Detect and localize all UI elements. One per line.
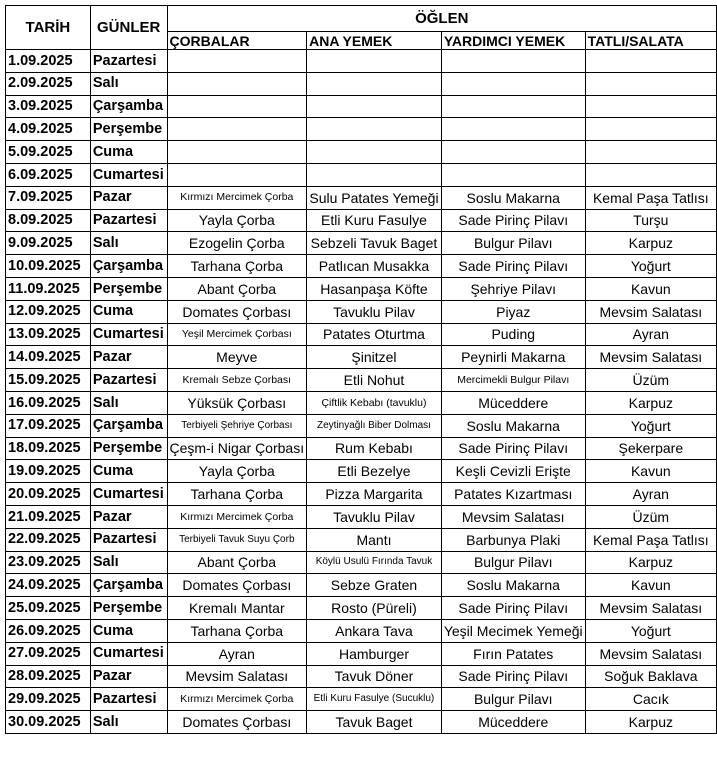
day-cell: Çarşamba: [90, 414, 167, 437]
side-dish-cell: Yeşil Mecimek Yemeği: [441, 619, 585, 642]
dessert-cell: Cacık: [585, 688, 716, 711]
date-cell: 18.09.2025: [6, 437, 91, 460]
soup-cell: Kırmızı Mercimek Çorba: [167, 688, 307, 711]
date-cell: 17.09.2025: [6, 414, 91, 437]
main-dish-cell: Çiftlik Kebabı (tavuklu): [307, 391, 442, 414]
soup-cell: [167, 50, 307, 73]
date-cell: 22.09.2025: [6, 528, 91, 551]
side-dish-cell: Fırın Patates: [441, 642, 585, 665]
side-dish-cell: Peynirli Makarna: [441, 346, 585, 369]
date-cell: 1.09.2025: [6, 50, 91, 73]
table-row: [6, 711, 717, 734]
soup-cell: Terbiyeli Şehriye Çorbası: [167, 414, 307, 437]
dessert-cell: Mevsim Salatası: [585, 300, 716, 323]
table-row: [6, 232, 717, 255]
soup-cell: Terbiyeli Tavuk Suyu Çorb: [167, 528, 307, 551]
header-lunch: ÖĞLEN: [167, 6, 717, 32]
dessert-cell: Yoğurt: [585, 255, 716, 278]
side-dish-cell: Sade Pirinç Pilavı: [441, 255, 585, 278]
table-row: [6, 483, 717, 506]
dessert-cell: [585, 50, 716, 73]
date-cell: 5.09.2025: [6, 141, 91, 164]
date-cell: 23.09.2025: [6, 551, 91, 574]
day-cell: Cuma: [90, 619, 167, 642]
main-dish-cell: Şinitzel: [307, 346, 442, 369]
main-dish-cell: Köylü Usulü Fırında Tavuk: [307, 551, 442, 574]
table-row: [6, 551, 717, 574]
side-dish-cell: Sade Pirinç Pilavı: [441, 597, 585, 620]
side-dish-cell: Barbunya Plaki: [441, 528, 585, 551]
table-row: [6, 391, 717, 414]
dessert-cell: Şekerpare: [585, 437, 716, 460]
main-dish-cell: Etli Nohut: [307, 369, 442, 392]
day-cell: Çarşamba: [90, 574, 167, 597]
table-row: [6, 209, 717, 232]
dessert-cell: Mevsim Salatası: [585, 597, 716, 620]
soup-cell: Yayla Çorba: [167, 460, 307, 483]
soup-cell: Yayla Çorba: [167, 209, 307, 232]
date-cell: 24.09.2025: [6, 574, 91, 597]
dessert-cell: Kemal Paşa Tatlısı: [585, 186, 716, 209]
dessert-cell: Yoğurt: [585, 414, 716, 437]
soup-cell: Domates Çorbası: [167, 574, 307, 597]
side-dish-cell: Sade Pirinç Pilavı: [441, 665, 585, 688]
dessert-cell: Üzüm: [585, 505, 716, 528]
dessert-cell: Karpuz: [585, 391, 716, 414]
soup-cell: [167, 118, 307, 141]
date-cell: 15.09.2025: [6, 369, 91, 392]
dessert-cell: Turşu: [585, 209, 716, 232]
soup-cell: Tarhana Çorba: [167, 483, 307, 506]
day-cell: Pazar: [90, 665, 167, 688]
dessert-cell: Karpuz: [585, 232, 716, 255]
side-dish-cell: Soslu Makarna: [441, 574, 585, 597]
side-dish-cell: Bulgur Pilavı: [441, 551, 585, 574]
side-dish-cell: Bulgur Pilavı: [441, 232, 585, 255]
table-row: [6, 163, 717, 186]
day-cell: Cumartesi: [90, 642, 167, 665]
side-dish-cell: Sade Pirinç Pilavı: [441, 209, 585, 232]
day-cell: Pazartesi: [90, 688, 167, 711]
soup-cell: Meyve: [167, 346, 307, 369]
main-dish-cell: Patates Oturtma: [307, 323, 442, 346]
day-cell: Pazar: [90, 346, 167, 369]
header-soups: ÇORBALAR: [167, 32, 307, 50]
table-row: [6, 300, 717, 323]
header-date: TARİH: [6, 6, 91, 50]
dessert-cell: Yoğurt: [585, 619, 716, 642]
side-dish-cell: Keşli Cevizli Erişte: [441, 460, 585, 483]
soup-cell: Abant Çorba: [167, 551, 307, 574]
side-dish-cell: [441, 95, 585, 118]
main-dish-cell: Tavuklu Pilav: [307, 505, 442, 528]
date-cell: 9.09.2025: [6, 232, 91, 255]
day-cell: Cumartesi: [90, 323, 167, 346]
main-dish-cell: Pizza Margarita: [307, 483, 442, 506]
date-cell: 27.09.2025: [6, 642, 91, 665]
day-cell: Cumartesi: [90, 483, 167, 506]
date-cell: 20.09.2025: [6, 483, 91, 506]
side-dish-cell: Müceddere: [441, 711, 585, 734]
day-cell: Pazar: [90, 186, 167, 209]
date-cell: 21.09.2025: [6, 505, 91, 528]
table-row: [6, 323, 717, 346]
soup-cell: Kremalı Sebze Çorbası: [167, 369, 307, 392]
dessert-cell: Kavun: [585, 574, 716, 597]
soup-cell: Kırmızı Mercimek Çorba: [167, 186, 307, 209]
main-dish-cell: Patlıcan Musakka: [307, 255, 442, 278]
soup-cell: [167, 95, 307, 118]
main-dish-cell: Tavuk Baget: [307, 711, 442, 734]
dessert-cell: Ayran: [585, 323, 716, 346]
date-cell: 7.09.2025: [6, 186, 91, 209]
soup-cell: Çeşm-i Nigar Çorbası: [167, 437, 307, 460]
table-row: [6, 505, 717, 528]
main-dish-cell: [307, 141, 442, 164]
day-cell: Pazartesi: [90, 369, 167, 392]
day-cell: Cuma: [90, 300, 167, 323]
side-dish-cell: [441, 163, 585, 186]
day-cell: Salı: [90, 551, 167, 574]
table-row: [6, 255, 717, 278]
side-dish-cell: [441, 72, 585, 95]
dessert-cell: Soğuk Baklava: [585, 665, 716, 688]
table-row: [6, 619, 717, 642]
table-row: [6, 95, 717, 118]
dessert-cell: Karpuz: [585, 711, 716, 734]
date-cell: 6.09.2025: [6, 163, 91, 186]
main-dish-cell: [307, 163, 442, 186]
dessert-cell: [585, 141, 716, 164]
date-cell: 16.09.2025: [6, 391, 91, 414]
date-cell: 8.09.2025: [6, 209, 91, 232]
soup-cell: [167, 72, 307, 95]
dessert-cell: Kemal Paşa Tatlısı: [585, 528, 716, 551]
soup-cell: Ezogelin Çorba: [167, 232, 307, 255]
table-row: [6, 414, 717, 437]
day-cell: Pazartesi: [90, 528, 167, 551]
main-dish-cell: Tavuk Döner: [307, 665, 442, 688]
main-dish-cell: Sulu Patates Yemeği: [307, 186, 442, 209]
header-main: ANA YEMEK: [307, 32, 442, 50]
table-row: [6, 642, 717, 665]
side-dish-cell: Patates Kızartması: [441, 483, 585, 506]
date-cell: 11.09.2025: [6, 277, 91, 300]
soup-cell: Ayran: [167, 642, 307, 665]
table-row: [6, 688, 717, 711]
day-cell: Salı: [90, 232, 167, 255]
main-dish-cell: [307, 72, 442, 95]
side-dish-cell: Puding: [441, 323, 585, 346]
dessert-cell: [585, 72, 716, 95]
soup-cell: Tarhana Çorba: [167, 619, 307, 642]
table-row: [6, 574, 717, 597]
side-dish-cell: Mercimekli Bulgur Pilavı: [441, 369, 585, 392]
side-dish-cell: Müceddere: [441, 391, 585, 414]
table-row: [6, 118, 717, 141]
date-cell: 28.09.2025: [6, 665, 91, 688]
day-cell: Çarşamba: [90, 95, 167, 118]
side-dish-cell: [441, 141, 585, 164]
main-dish-cell: Sebzeli Tavuk Baget: [307, 232, 442, 255]
side-dish-cell: [441, 50, 585, 73]
dessert-cell: Karpuz: [585, 551, 716, 574]
side-dish-cell: Bulgur Pilavı: [441, 688, 585, 711]
dessert-cell: Ayran: [585, 483, 716, 506]
day-cell: Pazar: [90, 505, 167, 528]
date-cell: 29.09.2025: [6, 688, 91, 711]
dessert-cell: Kavun: [585, 460, 716, 483]
table-row: [6, 597, 717, 620]
day-cell: Perşembe: [90, 118, 167, 141]
soup-cell: Domates Çorbası: [167, 711, 307, 734]
main-dish-cell: Etli Kuru Fasulye (Sucuklu): [307, 688, 442, 711]
main-dish-cell: Rosto (Püreli): [307, 597, 442, 620]
day-cell: Cumartesi: [90, 163, 167, 186]
dessert-cell: Mevsim Salatası: [585, 642, 716, 665]
dessert-cell: Üzüm: [585, 369, 716, 392]
main-dish-cell: Hamburger: [307, 642, 442, 665]
main-dish-cell: Etli Bezelye: [307, 460, 442, 483]
lunch-menu-table: [5, 5, 717, 734]
dessert-cell: Mevsim Salatası: [585, 346, 716, 369]
day-cell: Perşembe: [90, 277, 167, 300]
main-dish-cell: Ankara Tava: [307, 619, 442, 642]
soup-cell: Abant Çorba: [167, 277, 307, 300]
header-dessert: TATLI/SALATA: [585, 32, 716, 50]
date-cell: 12.09.2025: [6, 300, 91, 323]
date-cell: 10.09.2025: [6, 255, 91, 278]
table-row: [6, 460, 717, 483]
date-cell: 2.09.2025: [6, 72, 91, 95]
main-dish-cell: [307, 118, 442, 141]
day-cell: Salı: [90, 391, 167, 414]
dessert-cell: Kavun: [585, 277, 716, 300]
table-row: [6, 50, 717, 73]
soup-cell: Kırmızı Mercimek Çorba: [167, 505, 307, 528]
date-cell: 26.09.2025: [6, 619, 91, 642]
day-cell: Pazartesi: [90, 50, 167, 73]
soup-cell: Domates Çorbası: [167, 300, 307, 323]
table-row: [6, 277, 717, 300]
side-dish-cell: Şehriye Pilavı: [441, 277, 585, 300]
main-dish-cell: Rum Kebabı: [307, 437, 442, 460]
main-dish-cell: Zeytinyağlı Biber Dolması: [307, 414, 442, 437]
table-row: [6, 437, 717, 460]
day-cell: Perşembe: [90, 597, 167, 620]
date-cell: 14.09.2025: [6, 346, 91, 369]
soup-cell: [167, 141, 307, 164]
day-cell: Salı: [90, 72, 167, 95]
soup-cell: Tarhana Çorba: [167, 255, 307, 278]
date-cell: 4.09.2025: [6, 118, 91, 141]
date-cell: 25.09.2025: [6, 597, 91, 620]
table-row: [6, 186, 717, 209]
soup-cell: Kremalı Mantar: [167, 597, 307, 620]
date-cell: 13.09.2025: [6, 323, 91, 346]
main-dish-cell: Sebze Graten: [307, 574, 442, 597]
main-dish-cell: Tavuklu Pilav: [307, 300, 442, 323]
table-row: [6, 369, 717, 392]
dessert-cell: [585, 95, 716, 118]
soup-cell: Mevsim Salatası: [167, 665, 307, 688]
header-side: YARDIMCI YEMEK: [441, 32, 585, 50]
day-cell: Pazartesi: [90, 209, 167, 232]
soup-cell: Yeşil Mercimek Çorbası: [167, 323, 307, 346]
header-days: GÜNLER: [90, 6, 167, 50]
menu-rows: [6, 50, 717, 734]
side-dish-cell: Mevsim Salatası: [441, 505, 585, 528]
day-cell: Cuma: [90, 141, 167, 164]
table-row: [6, 141, 717, 164]
side-dish-cell: Soslu Makarna: [441, 186, 585, 209]
day-cell: Cuma: [90, 460, 167, 483]
table-row: [6, 665, 717, 688]
dessert-cell: [585, 118, 716, 141]
date-cell: 30.09.2025: [6, 711, 91, 734]
soup-cell: [167, 163, 307, 186]
dessert-cell: [585, 163, 716, 186]
day-cell: Çarşamba: [90, 255, 167, 278]
side-dish-cell: [441, 118, 585, 141]
date-cell: 3.09.2025: [6, 95, 91, 118]
table-row: [6, 528, 717, 551]
side-dish-cell: Soslu Makarna: [441, 414, 585, 437]
main-dish-cell: Mantı: [307, 528, 442, 551]
table-row: [6, 72, 717, 95]
side-dish-cell: Piyaz: [441, 300, 585, 323]
date-cell: 19.09.2025: [6, 460, 91, 483]
day-cell: Perşembe: [90, 437, 167, 460]
main-dish-cell: Etli Kuru Fasulye: [307, 209, 442, 232]
main-dish-cell: [307, 50, 442, 73]
table-row: [6, 346, 717, 369]
side-dish-cell: Sade Pirinç Pilavı: [441, 437, 585, 460]
main-dish-cell: [307, 95, 442, 118]
day-cell: Salı: [90, 711, 167, 734]
soup-cell: Yüksük Çorbası: [167, 391, 307, 414]
main-dish-cell: Hasanpaşa Köfte: [307, 277, 442, 300]
